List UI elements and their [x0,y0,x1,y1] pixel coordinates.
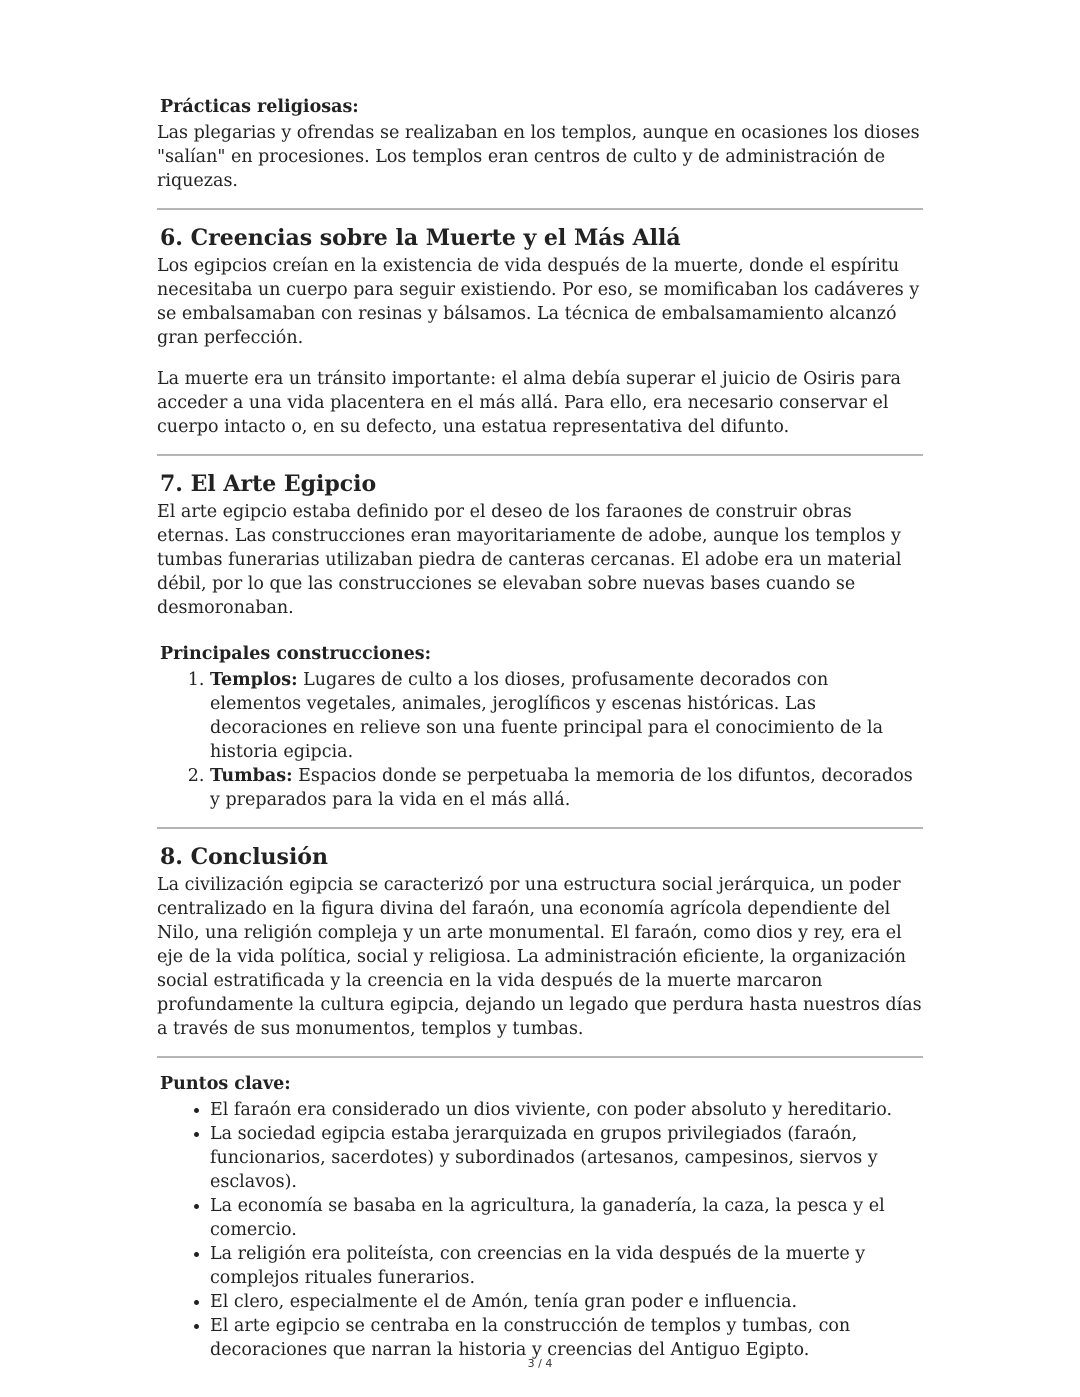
list-item: • La economía se basaba en la agricultura, la ganadería, la caza, la pesca y el comercio. [210,1194,923,1242]
section-6-paragraph-1: Los egipcios creían en la existencia de vida después de la muerte, donde el espíritu necesitaba un cuerpo para seguir existiendo. Por eso, se momificaban los cadáveres y se embalsamaban con resinas y bálsamos. La técnica de embalsamamiento alcanzó gran perfección. [157,256,920,348]
section-6-title: 6. Creencias sobre la Muerte y el Más Allá [160,225,681,251]
list-item-text: Lugares de culto a los dioses, profusamente decorados con elementos vegetales, animales, jeroglíficos y escenas históricas. Las decoraciones en relieve son una fuente principal para el conocimiento de la historia egipcia. [210,670,884,762]
list-item: • La religión era politeísta, con creencias en la vida después de la muerte y complejos rituales funerarios. [210,1242,923,1290]
list-item-term: Templos: [210,670,298,690]
section-8-title: 8. Conclusión [160,844,328,870]
list-item: • El arte egipcio se centraba en la construcción de templos y tumbas, con decoraciones que narran la historia y creencias del Antiguo Egipto. [210,1314,923,1362]
puntos-clave-list [157,1098,923,1362]
constructions-list [157,668,923,812]
list-item: • La sociedad egipcia estaba jerarquizada en grupos privilegiados (faraón, funcionarios, sacerdotes) y subordinados (artesanos, campesinos, siervos y esclavos). [210,1122,923,1194]
divider [157,1056,923,1058]
divider [157,208,923,210]
page-number: 3 / 4 [527,1357,553,1370]
list-item-term: Tumbas: [210,766,293,786]
list-item [210,764,923,812]
section-8-paragraph-1: La civilización egipcia se caracterizó por una estructura social jerárquica, un poder centralizado en la figura divina del faraón, una economía agrícola dependiente del Nilo, una religión compleja y un arte monumental. El faraón, como dios y rey, era el eje de la vida política, social y religiosa. La administración eficiente, la organización social estratificada y la creencia en la vida después de la muerte marcaron profundamente la cultura egipcia, dejando un legado que perdura hasta nuestros días a través de sus monumentos, templos y tumbas. [157,875,922,1039]
section-6-paragraph-2: La muerte era un tránsito importante: el alma debía superar el juicio de Osiris para acceder a una vida placentera en el más allá. Para ello, era necesario conservar el cuerpo intacto o, en su defecto, una estatua representativa del difunto. [157,369,901,437]
section-7-paragraph-1: El arte egipcio estaba definido por el deseo de los faraones de construir obras eternas. Las construcciones eran mayoritariamente de adobe, aunque los templos y tumbas funerarias utilizaban piedra de canteras cercanas. El adobe era un material débil, por lo que las construcciones se elevaban sobre nuevas bases cuando se desmoronaban. [157,502,902,618]
practicas-paragraph: Las plegarias y ofrendas se realizaban en los templos, aunque en ocasiones los dioses "salían" en procesiones. Los templos eran centros de culto y de administración de riquezas. [157,123,920,191]
divider [157,454,923,456]
section-7-subheading: Principales construcciones: [160,644,432,664]
list-item: • El clero, especialmente el de Amón, tenía gran poder e influencia. [210,1290,923,1314]
divider [157,827,923,829]
puntos-clave-heading: Puntos clave: [160,1074,291,1094]
list-item: • El faraón era considerado un dios viviente, con poder absoluto y hereditario. [210,1098,923,1122]
list-item-text: Espacios donde se perpetuaba la memoria de los difuntos, decorados y preparados para la vida en el más allá. [210,766,913,810]
section-7-title: 7. El Arte Egipcio [160,471,377,497]
practicas-heading: Prácticas religiosas: [160,97,359,117]
document-page [157,95,923,1362]
list-item [210,668,923,764]
